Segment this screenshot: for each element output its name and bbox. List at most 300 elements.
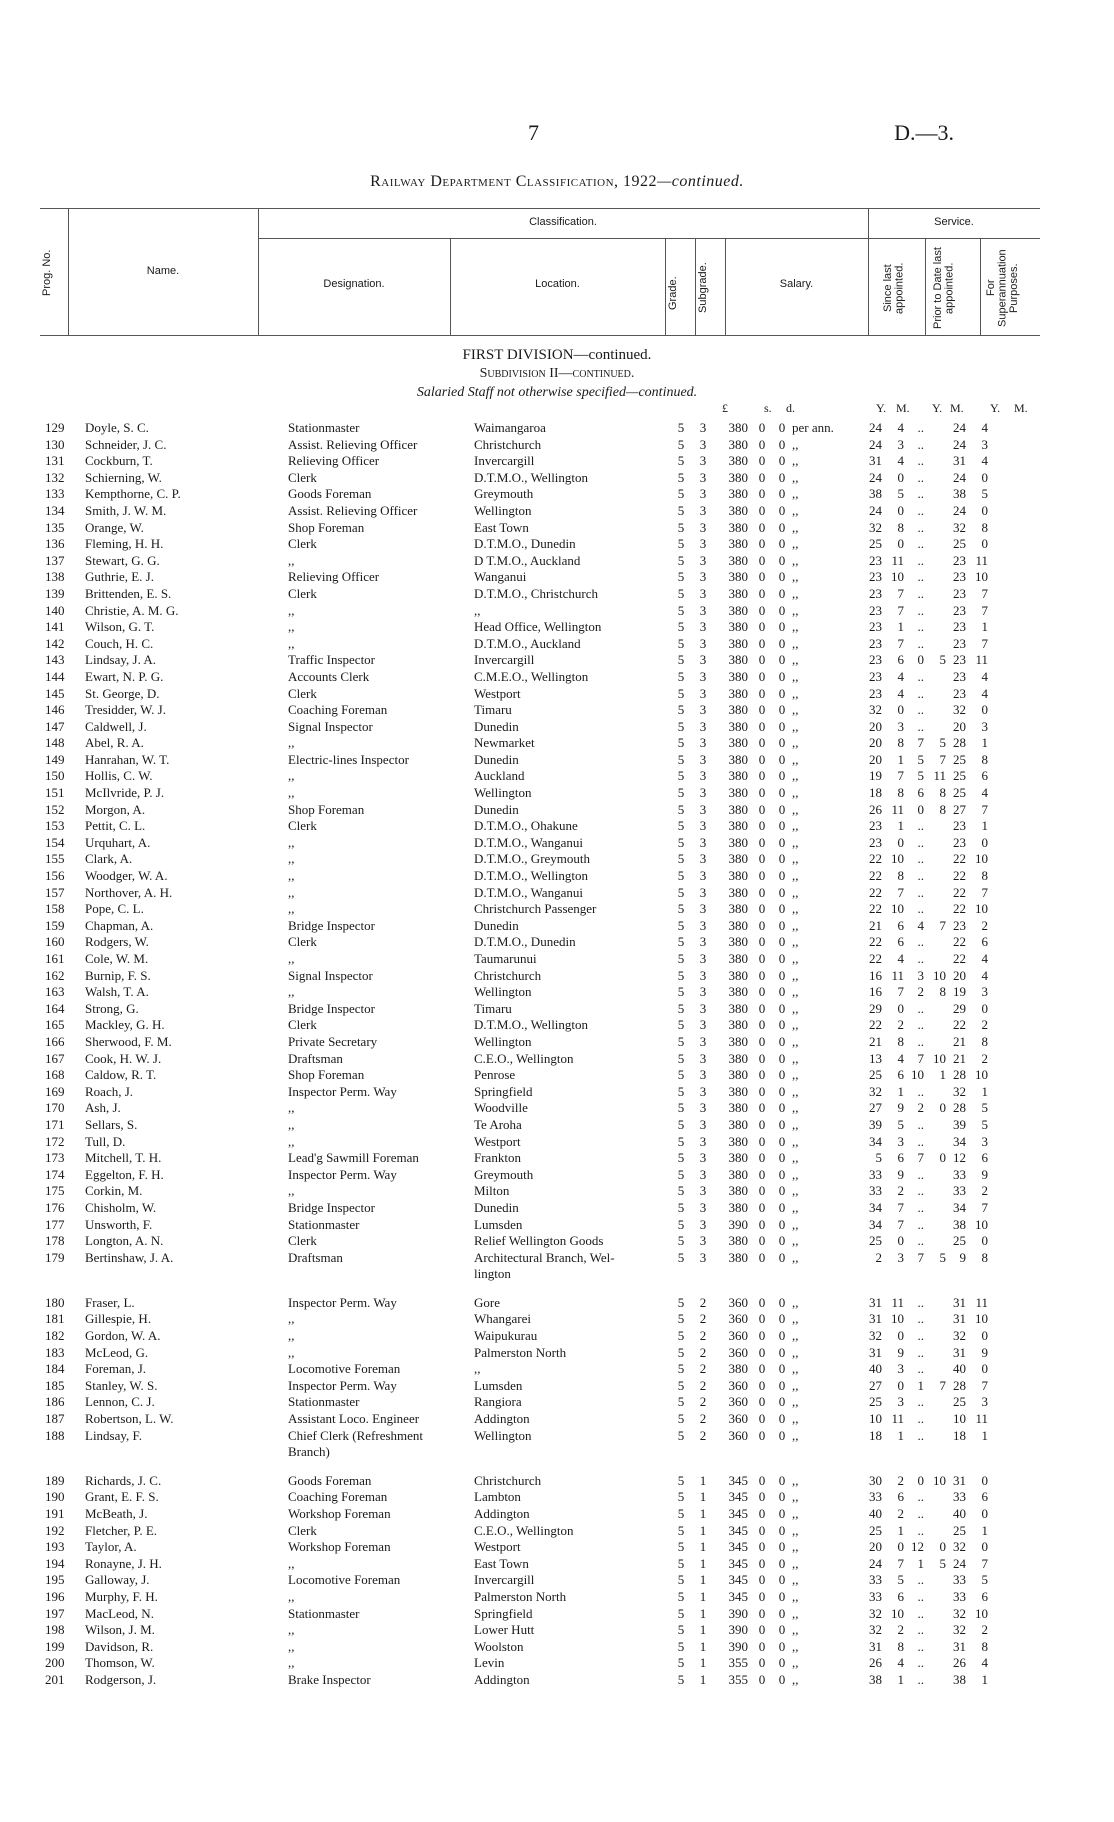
salary-pence-cell: 0 — [778, 751, 786, 767]
salary-pounds-cell: 380 — [728, 1361, 748, 1377]
salary-pounds-cell: 380 — [728, 1166, 748, 1182]
since-last-years-cell: 23 — [869, 552, 882, 568]
super-years-cell: 23 — [953, 585, 966, 601]
grade-cell: 5 — [677, 420, 685, 435]
prog-no-cell: 192 — [45, 1522, 65, 1538]
salary-period-cell: ,, — [792, 1489, 799, 1505]
prior-years-cell: .. — [917, 569, 924, 585]
since-last-months-cell: 10 — [891, 569, 904, 585]
since-last-months-cell: 0 — [897, 1233, 904, 1249]
prior-months-cell — [924, 1217, 946, 1234]
name-cell — [85, 1444, 288, 1461]
salary-pounds-cell: 380 — [728, 834, 748, 850]
subgrade-cell: 2 — [699, 1344, 707, 1360]
since-last-years-cell — [862, 1266, 882, 1283]
subgrade-cell: 3 — [699, 1116, 707, 1132]
name-cell: Cole, W. M. — [85, 951, 149, 966]
location-cell: Westport — [474, 1539, 521, 1555]
salary-period-cell: ,, — [792, 1116, 799, 1132]
salary-pounds-cell — [714, 1444, 752, 1461]
prog-no-cell: 185 — [45, 1377, 65, 1393]
salary-shillings-cell: 0 — [758, 1394, 766, 1410]
designation-cell: ,, — [288, 1588, 295, 1604]
salary-period-cell: ,, — [792, 1655, 799, 1671]
subgrade-cell: 3 — [699, 469, 707, 485]
location-cell: Milton — [474, 1183, 510, 1199]
super-years-cell: 23 — [953, 635, 966, 651]
since-last-years-cell: 38 — [869, 486, 882, 502]
name-cell: Roach, J. — [85, 1083, 134, 1099]
super-years-cell: 20 — [953, 967, 966, 983]
salary-pounds-cell: 380 — [728, 1183, 748, 1199]
location-cell: Lumsden — [474, 1216, 523, 1232]
prior-years-cell: .. — [917, 934, 924, 950]
salary-pence-cell: 0 — [778, 685, 786, 701]
location-cell: C.M.E.O., Wellington — [474, 668, 589, 684]
location-cell: D.T.M.O., Ohakune — [474, 818, 578, 834]
super-years-cell: 32 — [953, 1083, 966, 1099]
salary-pence-cell: 0 — [778, 1588, 786, 1604]
grade-cell: 5 — [677, 569, 685, 585]
salary-shillings-cell: 0 — [758, 1233, 766, 1249]
prog-no-cell — [45, 1266, 85, 1283]
location-cell: Wellington — [474, 502, 532, 518]
super-years-cell: 32 — [953, 1622, 966, 1638]
subgrade-cell: 1 — [699, 1622, 707, 1638]
prior-years-cell: .. — [917, 1622, 924, 1638]
since-last-months-cell: 7 — [897, 1199, 904, 1215]
since-last-years-cell: 33 — [869, 1588, 882, 1604]
since-last-years-cell: 40 — [869, 1361, 882, 1377]
location-cell: Wellington — [474, 1033, 532, 1049]
salary-period-cell: ,, — [792, 967, 799, 983]
since-last-years-cell: 23 — [869, 834, 882, 850]
prog-no-cell: 199 — [45, 1638, 65, 1654]
table-row — [45, 1461, 988, 1490]
prior-years-cell: .. — [917, 420, 924, 435]
prog-no-cell: 136 — [45, 536, 65, 552]
super-months-cell: 0 — [981, 1328, 988, 1344]
prior-months-cell — [924, 1183, 946, 1200]
grade-cell: 5 — [677, 1655, 685, 1671]
salary-period-cell: ,, — [792, 768, 799, 784]
designation-cell: ,, — [288, 602, 295, 618]
prog-no-cell: 130 — [45, 436, 65, 452]
designation-cell: ,, — [288, 1638, 295, 1654]
salary-pence-cell: 0 — [778, 1411, 786, 1427]
subgrade-cell: 3 — [699, 1166, 707, 1182]
prog-no-cell: 187 — [45, 1411, 65, 1427]
prior-years-cell: .. — [917, 1427, 924, 1443]
subgrade-cell: 3 — [699, 602, 707, 618]
salary-shillings-cell: 0 — [758, 552, 766, 568]
location-cell: Te Aroha — [474, 1116, 522, 1132]
prior-months-cell: 10 — [933, 1472, 946, 1488]
super-months-cell: 10 — [975, 851, 988, 867]
salary-pounds-cell: 380 — [728, 934, 748, 950]
table-row — [45, 437, 988, 454]
salary-shillings-cell: 0 — [758, 1311, 766, 1327]
table-row — [45, 1167, 988, 1184]
prog-no-cell: 141 — [45, 619, 65, 635]
salary-period-cell: ,, — [792, 453, 799, 469]
since-last-months-cell: 1 — [897, 1671, 904, 1687]
table-row — [45, 1672, 988, 1689]
since-last-years-cell: 19 — [869, 768, 882, 784]
prior-months-cell — [924, 901, 946, 918]
table-row — [45, 1523, 988, 1540]
since-last-months-cell: 0 — [897, 502, 904, 518]
staff-table — [45, 420, 988, 1689]
designation-cell: ,, — [288, 1622, 295, 1638]
since-last-months-cell: 3 — [897, 1249, 904, 1265]
subgrade-cell: 3 — [699, 652, 707, 668]
grade-cell: 5 — [677, 751, 685, 767]
location-cell: Lower Hutt — [474, 1622, 535, 1638]
super-years-cell: 24 — [953, 502, 966, 518]
prior-years-cell: .. — [917, 818, 924, 834]
since-last-months-cell: 8 — [897, 785, 904, 801]
since-last-months-cell: 6 — [897, 934, 904, 950]
grade-cell: 5 — [677, 967, 685, 983]
prior-months-cell: 11 — [933, 768, 946, 784]
grade-cell: 5 — [677, 1522, 685, 1538]
name-cell: Stanley, W. S. — [85, 1377, 158, 1393]
table-row — [45, 934, 988, 951]
salary-pence-cell: 0 — [778, 785, 786, 801]
designation-cell: ,, — [288, 984, 295, 1000]
subgrade-cell: 3 — [699, 801, 707, 817]
since-last-months-cell: 0 — [897, 702, 904, 718]
since-last-months-cell: 1 — [897, 751, 904, 767]
super-months-cell: 11 — [975, 552, 988, 568]
salary-pence-cell: 0 — [778, 469, 786, 485]
subgrade-cell: 1 — [699, 1671, 707, 1687]
name-cell: Christie, A. M. G. — [85, 602, 179, 618]
salary-period-cell: ,, — [792, 1328, 799, 1344]
salary-shillings-cell: 0 — [758, 1472, 766, 1488]
salary-pence-cell: 0 — [778, 818, 786, 834]
header-classification: Classification. — [529, 216, 597, 228]
prior-years-cell: 7 — [917, 1150, 924, 1166]
salary-period-cell: ,, — [792, 552, 799, 568]
grade-cell: 5 — [677, 1328, 685, 1344]
grade-cell: 5 — [677, 1233, 685, 1249]
table-row — [45, 885, 988, 902]
since-last-months-cell: 7 — [897, 635, 904, 651]
since-last-months-cell: 8 — [897, 1033, 904, 1049]
prior-months-cell — [924, 1200, 946, 1217]
salary-period-cell: per ann. — [792, 420, 834, 435]
super-years-cell: 33 — [953, 1183, 966, 1199]
salary-period-cell: ,, — [792, 502, 799, 518]
header-for-super: For Superannuation Purposes. — [985, 249, 1021, 327]
grade-cell: 5 — [677, 884, 685, 900]
salary-shillings-cell: 0 — [758, 735, 766, 751]
table-row — [45, 1067, 988, 1084]
salary-pence-cell: 0 — [778, 934, 786, 950]
salary-period-cell: ,, — [792, 436, 799, 452]
prior-months-cell — [924, 1117, 946, 1134]
salary-shillings-cell: 0 — [758, 1067, 766, 1083]
prior-years-cell: 5 — [917, 751, 924, 767]
header-prog-no: Prog. No. — [41, 249, 53, 297]
since-last-months-cell: 10 — [891, 1605, 904, 1621]
super-years-cell: 40 — [953, 1506, 966, 1521]
super-years-cell: 32 — [953, 702, 966, 718]
since-last-months-cell: 4 — [897, 685, 904, 701]
name-cell: MacLeod, N. — [85, 1605, 154, 1621]
prog-no-cell: 189 — [45, 1472, 65, 1488]
since-last-years-cell: 23 — [869, 652, 882, 668]
salary-period-cell: ,, — [792, 1344, 799, 1360]
salary-period-cell: ,, — [792, 469, 799, 485]
super-years-cell: 23 — [953, 602, 966, 618]
prior-months-cell — [924, 1361, 946, 1378]
salary-shillings-cell: 0 — [758, 834, 766, 850]
table-row — [45, 1394, 988, 1411]
prior-months-cell: 5 — [939, 1555, 946, 1571]
super-months-cell: 6 — [981, 768, 988, 784]
name-cell: Doyle, S. C. — [85, 420, 149, 435]
grade-cell: 5 — [677, 818, 685, 834]
super-months-cell: 4 — [981, 668, 988, 684]
prog-no-cell: 198 — [45, 1622, 65, 1638]
since-last-years-cell: 27 — [869, 1377, 882, 1393]
salary-shillings-cell: 0 — [758, 1622, 766, 1638]
prior-years-cell: .. — [917, 453, 924, 469]
grade-cell: 5 — [677, 502, 685, 518]
super-years-cell: 33 — [953, 1489, 966, 1505]
designation-cell: Draftsman — [288, 1050, 343, 1066]
subgrade-cell: 3 — [699, 1133, 707, 1149]
prog-no-cell: 177 — [45, 1216, 65, 1232]
salary-period-cell: ,, — [792, 1294, 799, 1310]
salary-pence-cell: 0 — [778, 602, 786, 618]
designation-cell: Locomotive Foreman — [288, 1361, 401, 1377]
designation-cell: Branch) — [288, 1444, 330, 1460]
since-last-years-cell: 33 — [869, 1572, 882, 1588]
prior-months-cell — [924, 851, 946, 868]
table-row — [45, 536, 988, 553]
table-row — [45, 1200, 988, 1217]
prior-months-cell — [924, 586, 946, 603]
super-years-cell: 33 — [953, 1588, 966, 1604]
prog-no-cell: 172 — [45, 1133, 65, 1149]
salary-period-cell: ,, — [792, 536, 799, 552]
prior-months-cell — [924, 1489, 946, 1506]
salary-pence-cell: 0 — [778, 585, 786, 601]
grade-cell: 5 — [677, 1622, 685, 1638]
prog-no-cell: 157 — [45, 884, 65, 900]
prior-months-cell — [924, 669, 946, 686]
super-months-cell: 1 — [981, 818, 988, 834]
prog-no-cell: 164 — [45, 1000, 65, 1016]
grade-cell: 5 — [677, 1249, 685, 1265]
since-last-months-cell: 9 — [897, 1344, 904, 1360]
name-cell: Cook, H. W. J. — [85, 1050, 162, 1066]
since-last-years-cell: 18 — [869, 1427, 882, 1443]
salary-pence-cell: 0 — [778, 1377, 786, 1393]
salary-period-cell: ,, — [792, 751, 799, 767]
header-salary: Salary. — [779, 278, 814, 290]
super-months-cell: 10 — [975, 1311, 988, 1327]
subgrade-cell: 3 — [699, 453, 707, 469]
designation-cell: Lead'g Sawmill Foreman — [288, 1150, 419, 1166]
designation-cell: Coaching Foreman — [288, 1489, 388, 1505]
salary-period-cell: ,, — [792, 1394, 799, 1410]
designation-cell: Locomotive Foreman — [288, 1572, 401, 1588]
super-months-cell: 10 — [975, 901, 988, 917]
since-last-years-cell: 33 — [869, 1183, 882, 1199]
since-last-years-cell: 24 — [869, 502, 882, 518]
salary-pence-cell: 0 — [778, 1249, 786, 1265]
since-last-years-cell: 31 — [869, 1311, 882, 1327]
salary-pence-cell: 0 — [778, 768, 786, 784]
table-row — [45, 586, 988, 603]
super-months-cell — [966, 1266, 988, 1283]
prior-years-cell: .. — [917, 1199, 924, 1215]
salary-pence-cell: 0 — [778, 884, 786, 900]
prior-months-cell — [924, 453, 946, 470]
super-years-cell — [946, 1444, 966, 1461]
location-cell: Palmerston North — [474, 1588, 567, 1604]
super-months-cell: 0 — [981, 1000, 988, 1016]
since-last-years-cell: 16 — [869, 984, 882, 1000]
grade-cell: 5 — [677, 1116, 685, 1132]
grade-cell: 5 — [677, 635, 685, 651]
salary-period-cell: ,, — [792, 1605, 799, 1621]
grade-cell: 5 — [677, 1183, 685, 1199]
salary-shillings-cell: 0 — [758, 519, 766, 535]
salary-pence-cell: 0 — [778, 1555, 786, 1571]
salary-pounds-cell: 390 — [728, 1638, 748, 1654]
designation-cell: ,, — [288, 619, 295, 635]
grade-cell: 5 — [677, 1166, 685, 1182]
title-main: Railway Department Classification, 1922 — [370, 173, 658, 190]
grade-cell: 5 — [677, 868, 685, 884]
super-years-cell: 31 — [953, 1294, 966, 1310]
prior-months-cell — [924, 420, 946, 437]
salary-period-cell: ,, — [792, 619, 799, 635]
super-years-cell: 25 — [953, 1394, 966, 1410]
super-years-cell: 33 — [953, 1572, 966, 1588]
prior-years-cell: .. — [917, 1233, 924, 1249]
grade-cell: 5 — [677, 1588, 685, 1604]
prior-months-cell: 8 — [939, 801, 946, 817]
name-cell: Guthrie, E. J. — [85, 569, 154, 585]
salary-period-cell: ,, — [792, 569, 799, 585]
salary-pounds-cell: 380 — [728, 951, 748, 966]
prior-months-cell — [924, 1444, 946, 1461]
super-months-cell: 10 — [975, 1605, 988, 1621]
prog-no-cell: 133 — [45, 486, 65, 502]
since-last-years-cell: 34 — [869, 1216, 882, 1232]
header-prior-to: Prior to Date last appointed. — [932, 247, 956, 329]
prior-years-cell: .. — [917, 469, 924, 485]
location-cell: Dunedin — [474, 917, 519, 933]
name-cell: Bertinshaw, J. A. — [85, 1249, 174, 1265]
prior-months-cell — [924, 1017, 946, 1034]
grade-cell: 5 — [677, 951, 685, 966]
location-cell: D.T.M.O., Wanganui — [474, 834, 583, 850]
super-months-cell: 0 — [981, 536, 988, 552]
since-last-years-cell: 20 — [869, 751, 882, 767]
grade-cell: 5 — [677, 901, 685, 917]
salary-period-cell: ,, — [792, 1361, 799, 1377]
super-months-cell: 7 — [981, 801, 988, 817]
salary-pence-cell: 0 — [778, 801, 786, 817]
super-years-cell: 34 — [953, 1133, 966, 1149]
name-cell: Chapman, A. — [85, 917, 154, 933]
since-last-months-cell: 7 — [897, 884, 904, 900]
designation-cell: ,, — [288, 635, 295, 651]
subgrade-cell: 3 — [699, 635, 707, 651]
salary-period-cell: ,, — [792, 951, 799, 966]
prior-years-cell: .. — [917, 1522, 924, 1538]
since-last-years-cell: 20 — [869, 718, 882, 734]
location-cell: Wellington — [474, 1427, 532, 1443]
super-months-cell: 11 — [975, 1294, 988, 1310]
subgrade-cell: 3 — [699, 585, 707, 601]
salary-pounds-cell: 345 — [728, 1572, 748, 1588]
name-cell: Mackley, G. H. — [85, 1017, 165, 1033]
super-months-cell: 0 — [981, 1539, 988, 1555]
prior-years-cell: 2 — [917, 984, 924, 1000]
since-last-months-cell: 6 — [897, 652, 904, 668]
super-months-cell: 0 — [981, 702, 988, 718]
staff-table-body — [45, 420, 988, 1689]
prior-months-cell — [924, 934, 946, 951]
super-years-cell: 25 — [953, 768, 966, 784]
since-last-months-cell: 9 — [897, 1100, 904, 1116]
prior-months-cell — [924, 603, 946, 620]
location-cell: Addington — [474, 1506, 530, 1521]
prior-years-cell: .. — [917, 1588, 924, 1604]
salary-pence-cell — [772, 1444, 792, 1461]
grade-cell: 5 — [677, 801, 685, 817]
designation-cell: Clerk — [288, 536, 317, 552]
prior-years-cell: .. — [917, 702, 924, 718]
designation-cell: ,, — [288, 768, 295, 784]
prog-no-cell: 137 — [45, 552, 65, 568]
name-cell: Sellars, S. — [85, 1116, 138, 1132]
designation-cell: ,, — [288, 1100, 295, 1116]
subgrade-cell: 1 — [699, 1522, 707, 1538]
salary-shillings-cell: 0 — [758, 436, 766, 452]
super-years-cell: 24 — [953, 420, 966, 435]
since-last-years-cell: 23 — [869, 619, 882, 635]
subgrade-cell: 3 — [699, 1150, 707, 1166]
prog-no-cell: 159 — [45, 917, 65, 933]
location-cell: Addington — [474, 1671, 530, 1687]
table-row — [45, 1100, 988, 1117]
salary-pence-cell: 0 — [778, 1050, 786, 1066]
subgrade-cell: 3 — [699, 1000, 707, 1016]
name-cell: Tresidder, W. J. — [85, 702, 166, 718]
salary-shillings-cell: 0 — [758, 569, 766, 585]
since-last-years-cell: 33 — [869, 1489, 882, 1505]
prior-years-cell: .. — [917, 901, 924, 917]
prior-years-cell: .. — [917, 1083, 924, 1099]
name-cell: Cockburn, T. — [85, 453, 153, 469]
grade-cell: 5 — [677, 785, 685, 801]
since-last-years-cell: 39 — [869, 1116, 882, 1132]
table-row — [45, 1051, 988, 1068]
name-cell: Ronayne, J. H. — [85, 1555, 162, 1571]
salary-period-cell — [792, 1444, 862, 1461]
prior-months-cell — [924, 1572, 946, 1589]
